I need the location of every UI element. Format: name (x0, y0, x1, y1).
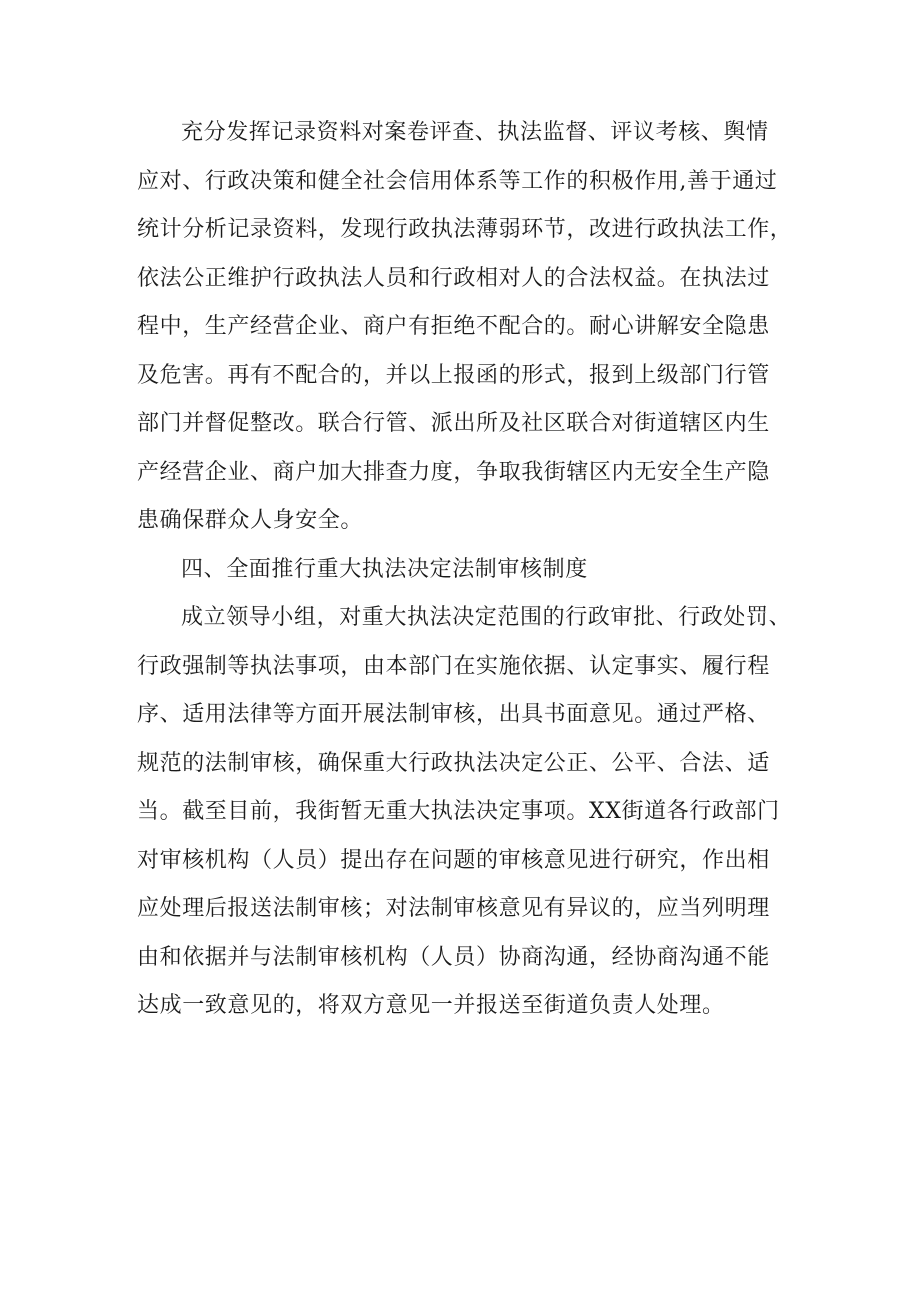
text-line: 对审核机构（人员）提出存在问题的审核意见进行研究，作出相 (137, 847, 770, 873)
text-line: 行政强制等执法事项，由本部门在实施依据、认定事实、履行程 (137, 653, 770, 679)
text-line: 应对、行政决策和健全社会信用体系等工作的积极作用,善于通过 (137, 168, 778, 194)
text-line: 序、适用法律等方面开展法制审核，出具书面意见。通过严格、 (137, 702, 770, 727)
text-line: 规范的法制审核，确保重大行政执法决定公正、公平、合法、适 (137, 750, 770, 776)
text-line: 当。截至目前，我街暂无重大执法决定事项。XX街道各行政部门 (137, 799, 780, 824)
text-line: 患确保群众人身安全。 (137, 508, 364, 533)
text-line: 统计分析记录资料，发现行政执法薄弱环节，改进行政执法工作， (137, 217, 793, 242)
text-line: 产经营企业、商户加大排查力度，争取我街辖区内无安全生产隐 (137, 459, 770, 485)
paragraph-records-usage (137, 109, 797, 546)
text-line: 充分发挥记录资料对案卷评查、执法监督、评议考核、舆情 (181, 120, 769, 145)
text-line: 应处理后报送法制审核；对法制审核意见有异议的，应当列明理 (137, 896, 770, 921)
text-line: 程中，生产经营企业、商户有拒绝不配合的。耐心讲解安全隐患 (137, 314, 770, 339)
text-line: 成立领导小组，对重大执法决定范围的行政审批、行政处罚、 (181, 605, 792, 630)
section-heading: 四、全面推行重大执法决定法制审核制度 (181, 556, 588, 582)
text-line: 达成一致意见的，将双方意见一并报送至街道负责人处理。 (137, 993, 725, 1018)
text-line: 及危害。再有不配合的，并以上报函的形式，报到上级部门行管 (137, 362, 770, 388)
text-line: 由和依据并与法制审核机构（人员）协商沟通，经协商沟通不能 (137, 944, 770, 970)
document-body (137, 109, 797, 1031)
paragraph-legal-review (137, 594, 797, 1031)
text-line: 依法公正维护行政执法人员和行政相对人的合法权益。在执法过 (137, 265, 770, 291)
text-line: 部门并督促整改。联合行管、派出所及社区联合对街道辖区内生 (137, 411, 770, 436)
